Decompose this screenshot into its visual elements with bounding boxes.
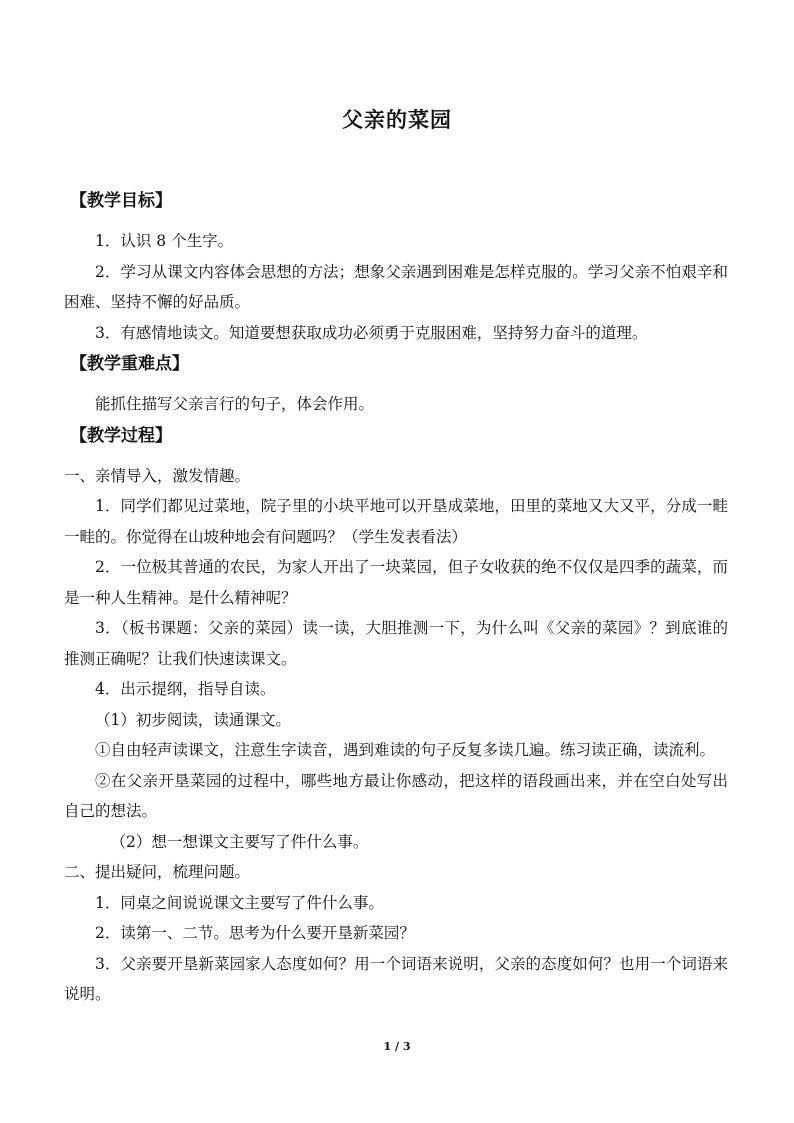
process-paragraph: ①自由轻声读课文，注意生字读音，遇到难读的句子反复多读几遍。练习读正确，读流利。 xyxy=(95,741,716,759)
keypoints-text: 能抓住描写父亲言行的句子，体会作用。 xyxy=(95,395,375,413)
spacer xyxy=(64,218,728,226)
section-heading-process: 【教学过程】 xyxy=(70,425,172,446)
page-number: 1 / 3 xyxy=(383,1040,411,1053)
process-paragraph: （1）初步阅读，读通课文。 xyxy=(95,710,291,729)
document-body xyxy=(64,185,728,1010)
process-paragraph: （2）想一想课文主要写了件什么事。 xyxy=(110,832,369,851)
goal-item: 2．学习从课文内容体会思想的方法；想象父亲遇到困难是怎样克服的。学习父亲不怕艰辛和困难、坚持不懈的好品质。 xyxy=(64,262,728,311)
process-paragraph: 3．（板书课题：父亲的菜园）读一读，大胆推测一下，为什么叫《父亲的菜园》？到底谁的推测正确呢？让我们快速读课文。 xyxy=(64,619,728,668)
spacer xyxy=(64,381,728,389)
process-part-title: 一、亲情导入，激发情趣。 xyxy=(64,466,251,485)
process-part-title: 二、提出疑问，梳理问题。 xyxy=(64,863,251,881)
document-title: 父亲的菜园 xyxy=(342,107,452,132)
section-heading-keypoints: 【教学重难点】 xyxy=(70,354,189,374)
goal-item: 3．有感情地读文。知道要想获取成功必须勇于克服困难，坚持努力奋斗的道理。 xyxy=(95,323,648,342)
goal-item: 1．认识 8 个生字。 xyxy=(95,232,234,250)
process-paragraph: 4．出示提纲，指导自读。 xyxy=(95,680,276,698)
process-paragraph: 2．读第一、二节。思考为什么要开垦新菜园？ xyxy=(95,924,415,942)
section-heading-goals: 【教学目标】 xyxy=(70,191,172,211)
spacer xyxy=(64,453,728,461)
process-paragraph: ②在父亲开垦菜园的过程中，哪些地方最让你感动，把这样的语段画出来，并在空白处写出自己的想法。 xyxy=(64,771,728,820)
process-paragraph: 1．同桌之间说说课文主要写了件什么事。 xyxy=(95,893,384,912)
process-paragraph: 3．父亲要开垦新菜园家人态度如何？用一个词语来说明，父亲的态度如何？也用一个词语来说明。 xyxy=(64,954,728,1003)
process-paragraph: 1．同学们都见过菜地，院子里的小块平地可以开垦成菜地，田里的菜地又大又平，分成一畦一畦的。你觉得在山坡种地会有问题吗？（学生发表看法） xyxy=(64,497,728,546)
process-paragraph: 2．一位极其普通的农民，为家人开出了一块菜园，但子女收获的绝不仅仅是四季的蔬菜，而是一种人生精神。是什么精神呢？ xyxy=(64,558,728,607)
